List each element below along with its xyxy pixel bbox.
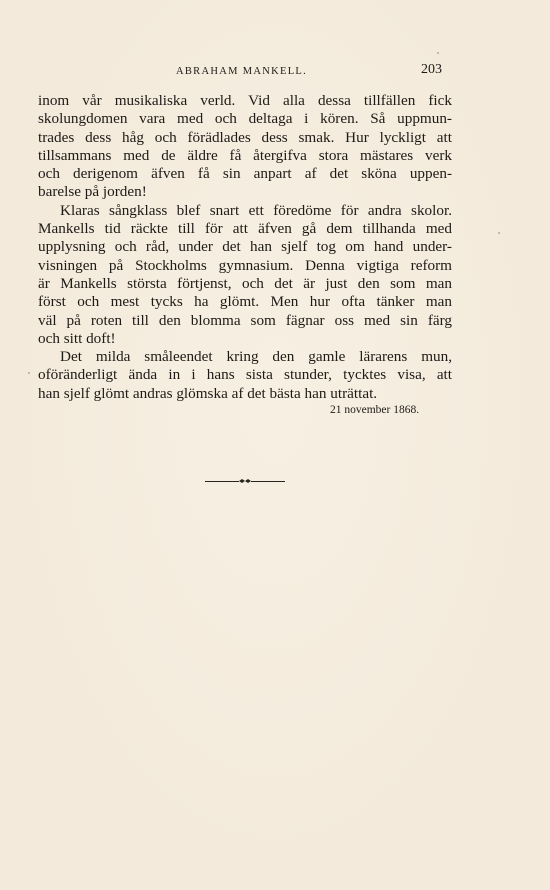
text-line: oföränderligt ända in i hans sista stunder, tycktes visa, att bbox=[38, 366, 452, 384]
text-line: inom vår musikaliska verld. Vid alla dessa tillfällen fick bbox=[38, 92, 452, 109]
text-line: tillsammans med de äldre få återgifva stora mästares verk bbox=[38, 146, 452, 164]
text-line: Det milda småleendet kring den gamle lärarens mun, bbox=[60, 348, 452, 366]
body-text bbox=[38, 92, 452, 403]
divider-ornament bbox=[205, 476, 285, 486]
page-number: 203 bbox=[421, 62, 442, 77]
text-line: barelse på jorden! bbox=[38, 183, 147, 201]
text-line: visningen på Stockholms gymnasium. Denna vigtiga reform bbox=[38, 256, 452, 274]
paper-speck bbox=[28, 372, 30, 374]
text-line: Mankells tid räckte till för att äfven gå dem tillhanda med bbox=[38, 220, 452, 238]
text-line: och derigenom äfven få sin anpart af det sköna uppen- bbox=[38, 165, 452, 183]
text-line: upplysning och råd, under det han sjelf tog om hand under- bbox=[38, 238, 452, 256]
text-line: han sjelf glömt andras glömska af det bästa han uträttat. bbox=[38, 384, 378, 402]
text-line: och sitt doft! bbox=[38, 329, 116, 347]
text-line: skolungdomen vara med och deltaga i kören. Så uppmun- bbox=[38, 110, 452, 128]
text-line: är Mankells största förtjenst, och det är just den som man bbox=[38, 274, 452, 292]
text-line: väl på roten till den blomma som fägnar oss med sin färg bbox=[38, 311, 452, 329]
paper-speck bbox=[498, 232, 500, 234]
text-line: Klaras sångklass blef snart ett föredöme för andra skolor. bbox=[60, 201, 452, 219]
ornament-icon bbox=[239, 477, 251, 485]
running-title: ABRAHAM MANKELL. bbox=[176, 66, 308, 77]
divider-rule-right bbox=[251, 481, 285, 482]
text-line: trades dess håg och förädlades dess smak. Hur lyckligt att bbox=[38, 128, 452, 146]
text-line: först och mest tycks ha glömt. Men hur ofta tänker man bbox=[38, 293, 452, 311]
dateline: 21 november 1868. bbox=[330, 404, 420, 416]
divider-rule-left bbox=[205, 481, 239, 482]
running-head bbox=[38, 62, 442, 82]
paper-speck bbox=[437, 52, 439, 54]
